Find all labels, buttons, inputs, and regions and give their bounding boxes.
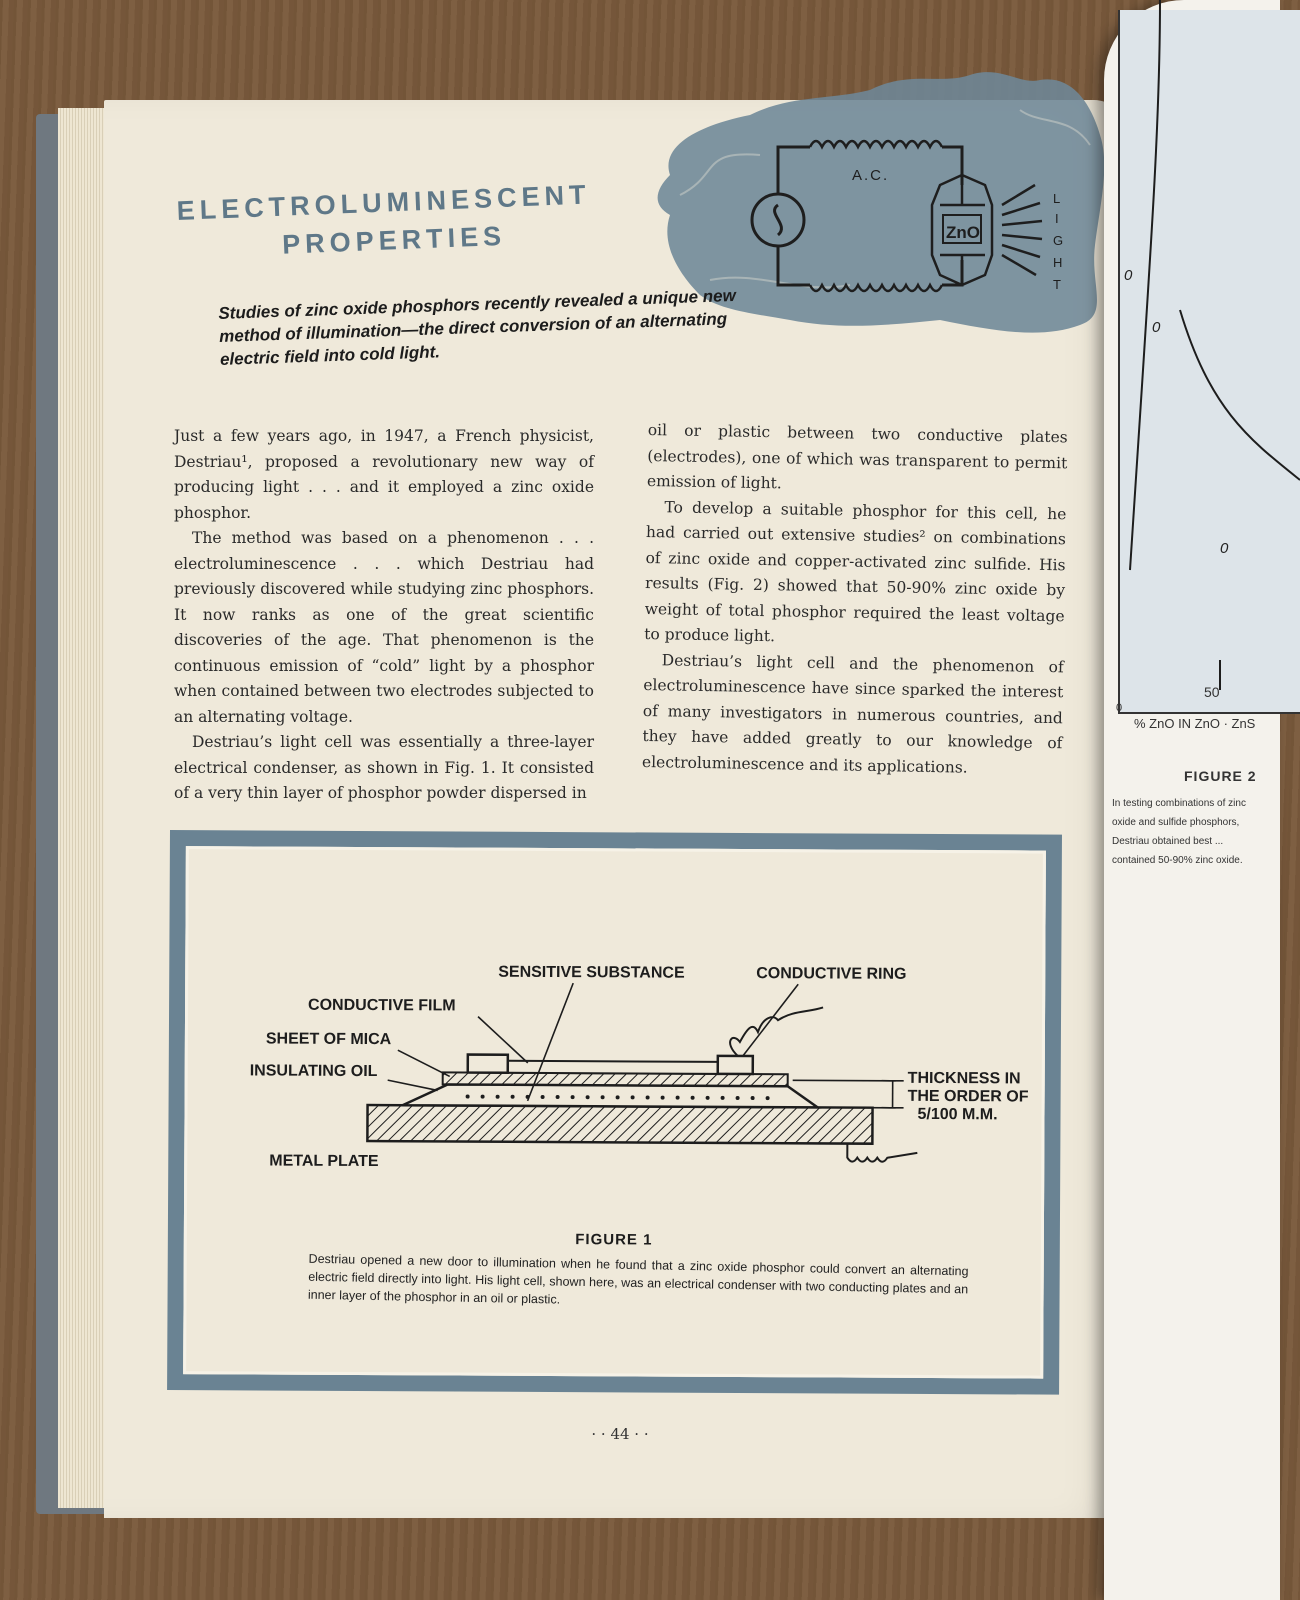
subtitle: Studies of zinc oxide phosphors recently revealed a unique new method of illumination—the direct conversion of an alternating electric field into cold light.	[218, 285, 737, 369]
conductive-ring-right	[718, 1056, 753, 1074]
body-column-2	[642, 418, 1068, 782]
conductive-ring-left	[468, 1055, 508, 1073]
right-page	[1104, 0, 1280, 1600]
label-sensitive-substance: SENSITIVE SUBSTANCE	[498, 963, 685, 982]
label-conductive-ring: CONDUCTIVE RING	[756, 965, 907, 983]
paragraph: oil or plastic between two conductive plates (electrodes), one of which was transparent to permit emission of light.	[646, 420, 1068, 493]
label-thickness-1: THICKNESS IN	[907, 1069, 1021, 1088]
page-edges	[58, 108, 110, 1508]
figure-1-title: FIGURE 1	[575, 1231, 653, 1249]
oil-layer-shape	[403, 1084, 818, 1107]
light-letter-i: I	[1055, 211, 1059, 226]
figure-2-caption: In testing combinations of zinc oxide and sulfide phosphors, Destriau obtained best ... contained 50-90% zinc oxide.	[1112, 798, 1246, 866]
title-line-1: ELECTROLUMINESCENT	[176, 179, 592, 226]
title-line-2: PROPERTIES	[281, 220, 507, 260]
zno-label: ZnO	[946, 223, 980, 242]
curve-right	[1180, 310, 1300, 480]
ac-label: A.C.	[852, 167, 890, 184]
x-axis-label: % ZnO IN ZnO · ZnS	[1134, 716, 1256, 731]
figure-1-frame	[167, 830, 1062, 1395]
label-sheet-of-mica: SHEET OF MICA	[265, 1030, 392, 1049]
light-letter-g: G	[1053, 233, 1064, 248]
data-point: 0	[1124, 267, 1133, 284]
x-tick-label-0: 0	[1116, 702, 1123, 714]
paragraph: The method was based on a phenomenon . . . electroluminescence . . . which Destriau had previously discovered while studying zinc phosphors. It now ranks as one of the great scientific discoveries of the age. That phenomenon is the continuous emission of “cold” light by a phosphor when contained between two electrodes subjected to an alternating voltage.	[174, 529, 594, 726]
paragraph: Destriau’s light cell was essentially a three-layer electrical condenser, as shown in Fig. 1. It consisted of a very thin layer of phosphor powder dispersed in	[174, 733, 594, 802]
x-tick-label-50: 50	[1204, 684, 1220, 700]
label-conductive-film: CONDUCTIVE FILM	[308, 996, 456, 1015]
paragraph: Destriau’s light cell and the phenomenon of electroluminescence have since sparked the interest of many investigators in numerous countries, and they have added greatly to our knowledge of electroluminescence and its applications.	[641, 650, 1064, 777]
data-point: 0	[1220, 540, 1229, 557]
lead-wire-top	[730, 1007, 823, 1056]
label-metal-plate: METAL PLATE	[269, 1152, 379, 1171]
figure-1-panel	[183, 846, 1046, 1378]
figure-2-title: FIGURE 2	[1184, 768, 1257, 784]
metal-plate-shape	[367, 1105, 872, 1144]
paragraph: To develop a suitable phosphor for this cell, he had carried out extensive studies² on combinations of zinc oxide and copper-activated zinc sulfide. His results (Fig. 2) showed that 50-90% zinc oxide by weight of total phosphor required the least voltage to produce light.	[644, 497, 1067, 646]
lead-wire-bottom	[847, 1144, 917, 1162]
data-point: 0	[1152, 319, 1161, 336]
figure-1-caption: Destriau opened a new door to illumination when he found that a zinc oxide phosphor could convert an alternating electric field directly into light. His light cell, shown here, was an electrical condenser with two conducting plates and an inner layer of the phosphor in an oil or plastic.	[307, 1251, 969, 1307]
light-letter-t: T	[1053, 277, 1061, 292]
light-cell-diagram	[227, 949, 1048, 1223]
label-insulating-oil: INSULATING OIL	[249, 1062, 378, 1081]
figure-2-graph	[1118, 10, 1300, 714]
curve-left	[1130, 0, 1160, 570]
body-column-1	[174, 424, 594, 807]
label-thickness-2: THE ORDER OF	[907, 1087, 1029, 1106]
light-letter-h: H	[1053, 255, 1063, 270]
paragraph: Just a few years ago, in 1947, a French physicist, Destriau¹, proposed a revolutionary new way of producing light . . . and it employed a zinc oxide phosphor.	[174, 427, 594, 522]
figure-2-plot	[1120, 10, 1300, 712]
label-thickness-3: 5/100 M.M.	[917, 1105, 998, 1124]
page-number: · · 44 · ·	[591, 1425, 649, 1443]
light-letter-l: L	[1053, 191, 1061, 206]
